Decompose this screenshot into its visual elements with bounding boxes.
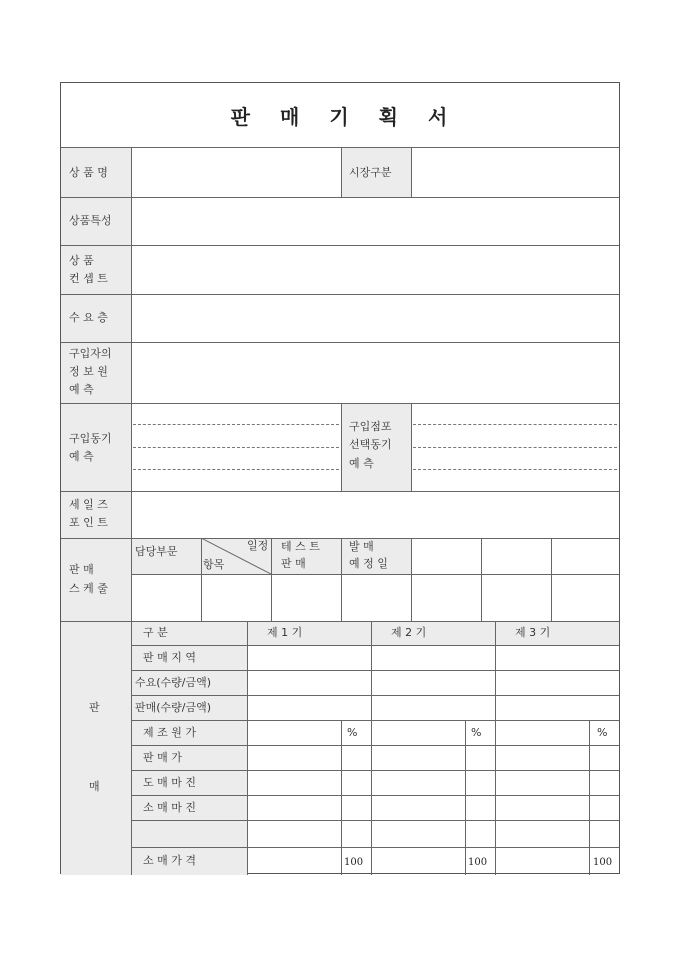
label-sales-points: 세 일 즈 [69,498,108,511]
rule [131,695,619,696]
rule-v [465,720,466,875]
form-title [61,83,619,147]
rule-v [131,147,132,875]
label-sales-schedule: 스 케 줄 [69,582,108,595]
period-label: 제 3 기 [515,626,551,639]
dashed-line [133,469,339,470]
period-label: 제 2 기 [391,626,427,639]
percent-mark: % [471,726,482,739]
sales-side-label: 매 [89,780,100,793]
label-purchase-motive: 구입동기 [69,432,112,445]
label-buyer-info: 구입자의 [69,347,112,360]
retail-price-100: 100 [593,857,613,868]
label-sales-schedule: 판 매 [69,563,94,576]
rule-v [495,621,496,875]
rule-v [247,621,248,875]
schedule-test-sale: 판 매 [281,557,306,570]
rule [131,670,619,671]
rule-v [271,538,272,621]
retail-price-100: 100 [468,857,488,868]
rule-v [411,538,412,621]
label-buyer-info: 예 측 [69,383,94,396]
rule [131,770,619,771]
rule [61,147,619,148]
label-product-concept: 컨 셉 트 [69,272,108,285]
title-char: 판 [230,104,252,129]
rule [61,197,619,198]
rule-v [371,621,372,875]
rule [61,342,619,343]
label-store-motive: 구입점포 [349,420,392,433]
rule [131,645,619,646]
sales-row-label: 판 매 지 역 [143,651,196,664]
schedule-release: 발 매 [349,540,374,553]
label-product-concept: 상 품 [69,254,94,267]
rule [131,574,619,575]
sales-row-label: 소 매 마 진 [143,801,196,814]
schedule-release: 예 정 일 [349,557,388,570]
retail-price-100: 100 [344,857,364,868]
rule-v [341,147,342,197]
label-store-motive: 선택동기 [349,438,392,451]
schedule-diag-top: 일정 [247,539,269,552]
rule [131,847,619,848]
sales-row-label: 제 조 원 가 [143,726,196,739]
sales-side-bg [61,621,131,875]
sales-header-label: 구 분 [143,626,168,639]
label-demand-layer: 수 요 층 [69,311,108,324]
period-label: 제 1 기 [267,626,303,639]
rule-v [341,720,342,875]
rule-v [551,538,552,621]
rule [131,720,619,721]
title-char: 서 [427,104,450,129]
label-purchase-motive: 예 측 [69,450,94,463]
dashed-line [413,447,617,448]
dashed-line [133,424,339,425]
label-product-name: 상 품 명 [69,166,108,179]
sales-plan-form [60,82,620,874]
rule-v [481,538,482,621]
schedule-test-sale: 테 스 트 [281,540,320,553]
rule-v [589,720,590,875]
rule [61,403,619,404]
title-char: 획 [378,104,400,129]
rule [61,491,619,492]
rule [61,245,619,246]
percent-mark: % [597,726,608,739]
sales-row-label: 판매(수량/금액) [135,701,212,714]
label-store-motive: 예 측 [349,457,374,470]
schedule-diag-bottom: 항목 [203,558,225,571]
rule-v [411,403,412,491]
label-buyer-info: 정 보 원 [69,365,108,378]
sales-row-label: 수요(수량/금액) [135,676,212,689]
rule [61,621,619,622]
rule [61,294,619,295]
label-sales-points: 포 인 트 [69,516,108,529]
sales-row-label: 도 매 마 진 [143,776,196,789]
title-char: 매 [280,104,302,129]
percent-mark: % [347,726,358,739]
label-product-features: 상품특성 [69,214,112,227]
title-char: 기 [329,104,351,129]
rule-v [341,538,342,621]
sales-row-label: 판 매 가 [143,751,182,764]
sales-side-label: 판 [89,701,100,714]
rule [131,745,619,746]
label-market-division: 시장구분 [349,166,392,179]
rule [131,795,619,796]
rule-v [341,403,342,491]
dashed-line [413,469,617,470]
rule [61,538,619,539]
schedule-dept: 담당부문 [135,545,178,558]
sales-row-label: 소 매 가 격 [143,854,196,867]
rule-v [411,147,412,197]
dashed-line [413,424,617,425]
rule [131,820,619,821]
dashed-line [133,447,339,448]
